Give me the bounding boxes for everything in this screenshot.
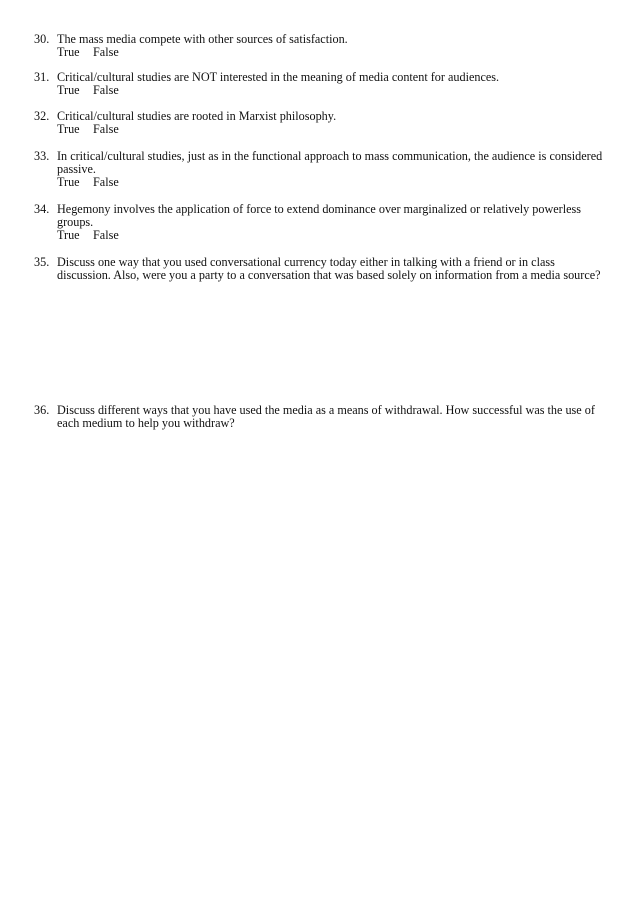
question-number: 31. — [34, 70, 50, 84]
question-text: Critical/cultural studies are rooted in Marxist philosophy. — [57, 109, 337, 123]
option-false: False — [93, 228, 119, 243]
true-false-options — [57, 176, 604, 189]
option-false: False — [93, 122, 119, 137]
true-false-options — [57, 229, 604, 242]
option-false: False — [93, 83, 119, 98]
question-number: 34. — [34, 202, 50, 216]
question-text: Discuss one way that you used conversational currency today either in talking with a friend or in class discussion. Also, were you a party to a conversation that was based solely on information from a media source? — [57, 255, 601, 283]
question-number: 30. — [34, 32, 50, 46]
option-true: True — [57, 122, 80, 137]
question-number: 32. — [34, 109, 50, 123]
option-false: False — [93, 45, 119, 60]
question-text: In critical/cultural studies, just as in the functional approach to mass communication, the audience is considered passive. — [57, 149, 603, 177]
true-false-options — [57, 123, 604, 136]
question-number: 33. — [34, 149, 50, 163]
question-text: The mass media compete with other sources of satisfaction. — [57, 32, 348, 46]
true-false-options — [57, 84, 604, 97]
option-true: True — [57, 175, 80, 190]
question-number: 36. — [34, 403, 50, 417]
true-false-options — [57, 46, 604, 59]
option-true: True — [57, 228, 80, 243]
question-text: Hegemony involves the application of force to extend dominance over marginalized or relatively powerless groups. — [57, 202, 581, 230]
option-false: False — [93, 175, 119, 190]
option-true: True — [57, 83, 80, 98]
question-text: Discuss different ways that you have used the media as a means of withdrawal. How successful was the use of each medium to help you withdraw? — [57, 403, 595, 431]
question-number: 35. — [34, 255, 50, 269]
question-text: Critical/cultural studies are NOT interested in the meaning of media content for audiences. — [57, 70, 500, 84]
option-true: True — [57, 45, 80, 60]
